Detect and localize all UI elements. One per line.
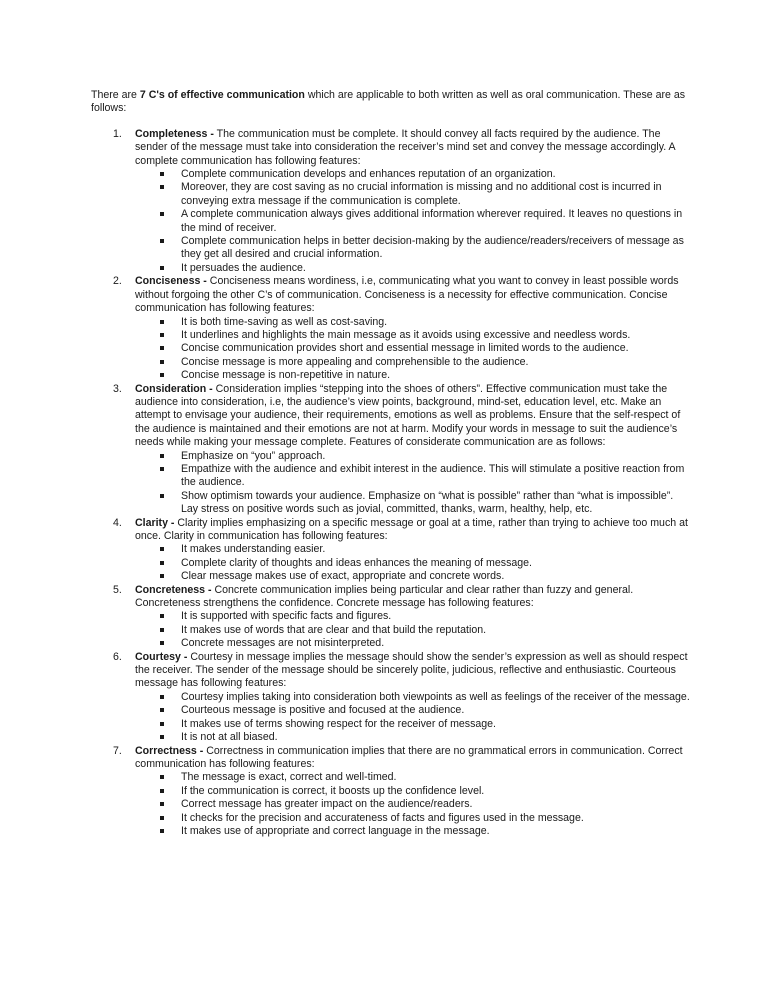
list-item bbox=[91, 745, 691, 839]
feature-item: It makes use of terms showing respect for the receiver of message. bbox=[135, 718, 691, 731]
feature-item: It makes understanding easier. bbox=[135, 543, 691, 556]
feature-list bbox=[135, 610, 691, 650]
feature-list bbox=[135, 316, 691, 383]
feature-item: Correct message has greater impact on the audience/readers. bbox=[135, 798, 691, 811]
item-number: 4. bbox=[113, 516, 122, 529]
item-description: Consideration implies “stepping into the shoes of others”. Effective communication must take the audience into consideration, i.e, the audience’s view points, background, mind-set, education level, etc. Make an attempt to envisage your audience, their requirements, emotions as well as problems. Ensure that the self-respect of the audience is maintained and their emotions are not at harm. Modify your words in message to suit the audience’s needs while making your message complete. Features of considerate communication are as follows: bbox=[135, 382, 681, 449]
feature-item: It makes use of words that are clear and that build the reputation. bbox=[135, 624, 691, 637]
feature-list bbox=[135, 168, 691, 275]
seven-cs-list bbox=[91, 128, 691, 839]
feature-item: Empathize with the audience and exhibit interest in the audience. This will stimulate a positive reaction from the audience. bbox=[135, 463, 691, 490]
feature-item: It is not at all biased. bbox=[135, 731, 691, 744]
item-description: Concrete communication implies being particular and clear rather than fuzzy and general. Concreteness strengthens the confidence. Concrete message has following features: bbox=[135, 583, 634, 610]
item-description: Conciseness means wordiness, i.e, communicating what you want to convey in least possible words without forgoing the other C’s of communication. Conciseness is a necessity for effective communication. Concise communication has following features: bbox=[135, 275, 679, 315]
item-description: The communication must be complete. It should convey all facts required by the audience. The sender of the message must take into consideration the receiver’s mind set and convey the message accordingly. A complete communication has following features: bbox=[135, 127, 675, 167]
list-item bbox=[91, 584, 691, 651]
item-description: Correctness in communication implies that there are no grammatical errors in communication. Correct communication has following features: bbox=[135, 744, 683, 770]
feature-list bbox=[135, 543, 691, 583]
item-term: Clarity - bbox=[135, 516, 175, 529]
feature-item: Courtesy implies taking into consideration both viewpoints as well as feelings of the receiver of the message. bbox=[135, 691, 691, 704]
item-number: 7. bbox=[113, 744, 122, 757]
feature-item: A complete communication always gives additional information wherever required. It leaves no questions in the mind of receiver. bbox=[135, 208, 691, 235]
feature-item: Emphasize on “you” approach. bbox=[135, 450, 691, 463]
feature-item: Concise message is more appealing and comprehensible to the audience. bbox=[135, 356, 691, 369]
feature-item: The message is exact, correct and well-timed. bbox=[135, 771, 691, 784]
intro-paragraph bbox=[91, 89, 691, 116]
feature-item: Moreover, they are cost saving as no crucial information is missing and no additional cost is incurred in conveying extra message if the communication is complete. bbox=[135, 181, 691, 208]
feature-item: Concrete messages are not misinterpreted. bbox=[135, 637, 691, 650]
list-item bbox=[91, 275, 691, 382]
item-term: Correctness - bbox=[135, 744, 204, 757]
feature-list bbox=[135, 771, 691, 838]
list-item bbox=[91, 128, 691, 275]
item-number: 2. bbox=[113, 275, 122, 288]
feature-item: It is both time-saving as well as cost-saving. bbox=[135, 316, 691, 329]
feature-item: It checks for the precision and accurateness of facts and figures used in the message. bbox=[135, 812, 691, 825]
item-term: Consideration - bbox=[135, 382, 213, 395]
intro-prefix: There are bbox=[91, 89, 140, 101]
item-term: Courtesy - bbox=[135, 650, 188, 663]
document-body bbox=[91, 89, 691, 838]
feature-item: Courteous message is positive and focused at the audience. bbox=[135, 704, 691, 717]
feature-list bbox=[135, 450, 691, 517]
feature-item: It underlines and highlights the main message as it avoids using excessive and needless words. bbox=[135, 329, 691, 342]
feature-item: Concise message is non-repetitive in nature. bbox=[135, 369, 691, 382]
feature-item: It makes use of appropriate and correct language in the message. bbox=[135, 825, 691, 838]
list-item bbox=[91, 383, 691, 517]
intro-suffix: which are applicable to both written as well as oral communication. These are as follows: bbox=[91, 89, 686, 115]
feature-item: Show optimism towards your audience. Emphasize on “what is possible” rather than “what is impossible”. Lay stress on positive words such as jovial, committed, thanks, warm, healthy, help, etc. bbox=[135, 490, 691, 517]
intro-bold: 7 C's of effective communication bbox=[139, 89, 305, 101]
item-term: Completeness - bbox=[135, 127, 214, 140]
item-description: Courtesy in message implies the message should show the sender’s expression as well as should respect the receiver. The sender of the message should be sincerely polite, judicious, reflective and enthusiastic. Courteous message has following features: bbox=[135, 650, 688, 690]
list-item bbox=[91, 651, 691, 745]
feature-item: It persuades the audience. bbox=[135, 262, 691, 275]
item-number: 3. bbox=[113, 382, 122, 395]
feature-item: Complete communication develops and enhances reputation of an organization. bbox=[135, 168, 691, 181]
feature-item: Complete clarity of thoughts and ideas enhances the meaning of message. bbox=[135, 557, 691, 570]
feature-item: If the communication is correct, it boosts up the confidence level. bbox=[135, 785, 691, 798]
item-term: Concreteness - bbox=[135, 583, 212, 596]
item-description: Clarity implies emphasizing on a specific message or goal at a time, rather than trying to achieve too much at once. Clarity in communication has following features: bbox=[135, 516, 688, 542]
list-item bbox=[91, 517, 691, 584]
feature-item: Concise communication provides short and essential message in limited words to the audience. bbox=[135, 342, 691, 355]
item-number: 6. bbox=[113, 650, 122, 663]
feature-item: Clear message makes use of exact, appropriate and concrete words. bbox=[135, 570, 691, 583]
item-term: Conciseness - bbox=[135, 275, 207, 288]
feature-list bbox=[135, 691, 691, 745]
item-number: 1. bbox=[113, 127, 122, 140]
feature-item: Complete communication helps in better decision-making by the audience/readers/receivers of message as they get all desired and crucial information. bbox=[135, 235, 691, 262]
feature-item: It is supported with specific facts and figures. bbox=[135, 610, 691, 623]
item-number: 5. bbox=[113, 583, 122, 596]
